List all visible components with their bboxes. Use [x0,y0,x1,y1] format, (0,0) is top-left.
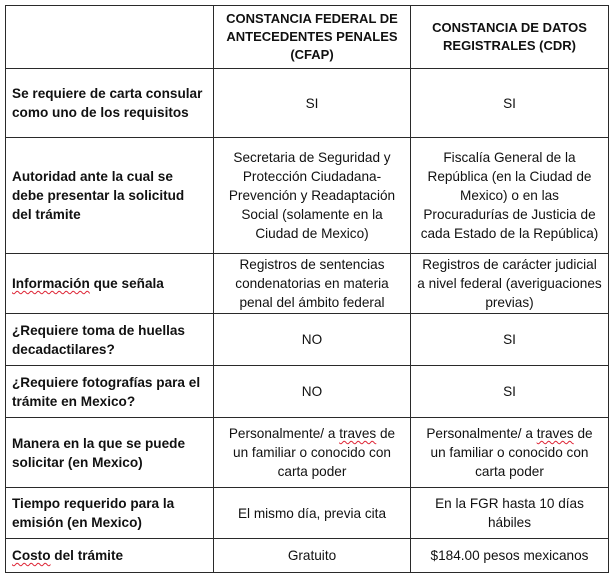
row-label-part: Costo [12,548,51,563]
cdr-cell [411,418,609,488]
header-cfap: CONSTANCIA FEDERAL DE ANTECEDENTES PENALES (CFAP) [214,6,411,69]
corner-cell [6,6,214,69]
row-label: Manera en la que se puede solicitar (en Mexico) [6,418,214,488]
cdr-cell: SI [411,69,609,138]
row-label: ¿Requiere fotografías para el trámite en Mexico? [6,366,214,418]
cfap-cell [214,418,411,488]
cell-part: traves [536,426,574,441]
cdr-cell: $184.00 pesos mexicanos [411,539,609,573]
header-cdr: CONSTANCIA DE DATOS REGISTRALES (CDR) [411,6,609,69]
cell-part: de un familiar o conocido con carta poder [233,426,396,479]
row-label: Se requiere de carta consular como uno de los requisitos [6,69,214,138]
cell-part: Personalmente/ a [228,426,340,441]
cdr-cell: En la FGR hasta 10 días hábiles [411,488,609,539]
row-label [6,254,214,314]
comparison-table [5,5,609,573]
cfap-cell: Secretaria de Seguridad y Protección Ciudadana-Prevención y Readaptación Social (solamente en la Ciudad de Mexico) [214,138,411,254]
table-row [6,418,609,488]
cfap-cell: NO [214,314,411,366]
cell-part: Personalmente/ a [426,426,537,441]
table-row [6,69,609,138]
row-label-part: del trámite [50,548,124,563]
cdr-cell: Fiscalía General de la República (en la Ciudad de Mexico) o en las Procuradurías de Justicia de cada Estado de la República) [411,138,609,254]
row-label: ¿Requiere toma de huellas decadactilares? [6,314,214,366]
cfap-cell: Registros de sentencias condenatorias en materia penal del ámbito federal [214,254,411,314]
table-row [6,366,609,418]
cdr-cell: SI [411,366,609,418]
cell-part: de un familiar o conocido con carta poder [430,426,593,479]
row-label: Tiempo requerido para la emisión (en Mexico) [6,488,214,539]
table-row [6,314,609,366]
table-row [6,138,609,254]
cfap-cell: El mismo día, previa cita [214,488,411,539]
row-label: Autoridad ante la cual se debe presentar la solicitud del trámite [6,138,214,254]
cfap-cell: NO [214,366,411,418]
cfap-cell: Gratuito [214,539,411,573]
row-label-part: que señala [89,276,164,291]
row-label [6,539,214,573]
table-row [6,488,609,539]
table-row [6,254,609,314]
row-label-part: Información [12,276,90,291]
cell-part: traves [339,426,377,441]
cdr-cell: Registros de carácter judicial a nivel federal (averiguaciones previas) [411,254,609,314]
table-row [6,539,609,573]
cdr-cell: SI [411,314,609,366]
cfap-cell: SI [214,69,411,138]
header-row [6,6,609,69]
